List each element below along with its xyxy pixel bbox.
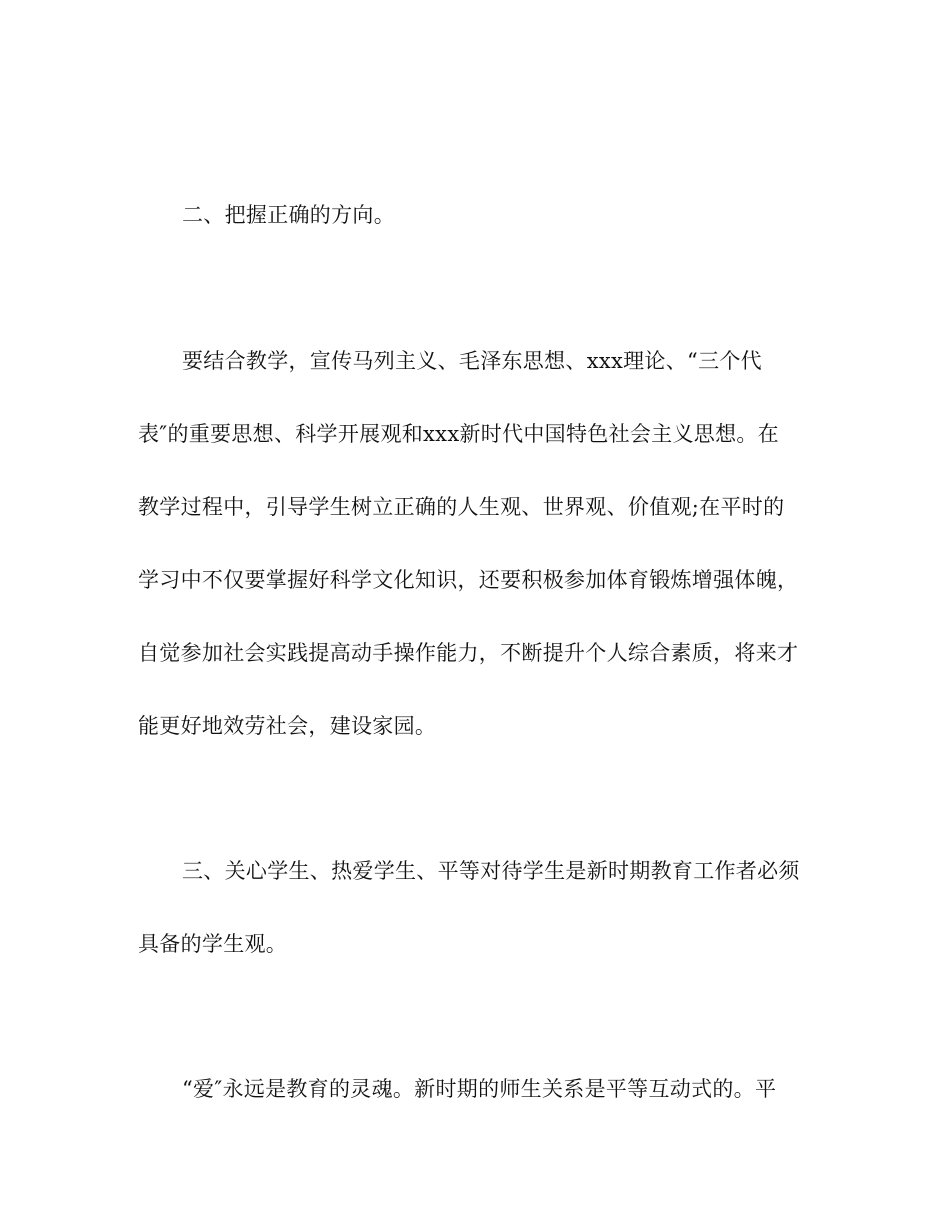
section-2-paragraph-line-5: 自觉参加社会实践提高动手操作能力，不断提升个人综合素质，将来才 — [138, 641, 799, 665]
section-3-heading-line-1: 三、关心学生、热爱学生、平等对待学生是新时期教育工作者必须 — [182, 859, 800, 883]
section-3-heading-line-2: 具备的学生观。 — [138, 932, 288, 956]
section-2-heading: 二、把握正确的方向。 — [182, 203, 395, 227]
section-2-paragraph-line-3: 教学过程中，引导学生树立正确的人生观、世界观、价值观;在平时的 — [138, 495, 785, 519]
section-3-paragraph-line-1: “爱″永远是教育的灵魂。新时期的师生关系是平等互动式的。平 — [182, 1077, 777, 1101]
section-2-paragraph-line-2: 表″的重要思想、科学开展观和xxx新时代中国特色社会主义思想。在 — [138, 422, 779, 446]
section-2-paragraph-line-4: 学习中不仅要掌握好科学文化知识，还要积极参加体育锻炼增强体魄， — [138, 568, 799, 592]
section-2-paragraph-line-1: 要结合教学，宣传马列主义、毛泽东思想、xxx理论、“三个代 — [182, 349, 762, 373]
section-2-paragraph-line-6: 能更好地效劳社会，建设家园。 — [138, 714, 437, 738]
